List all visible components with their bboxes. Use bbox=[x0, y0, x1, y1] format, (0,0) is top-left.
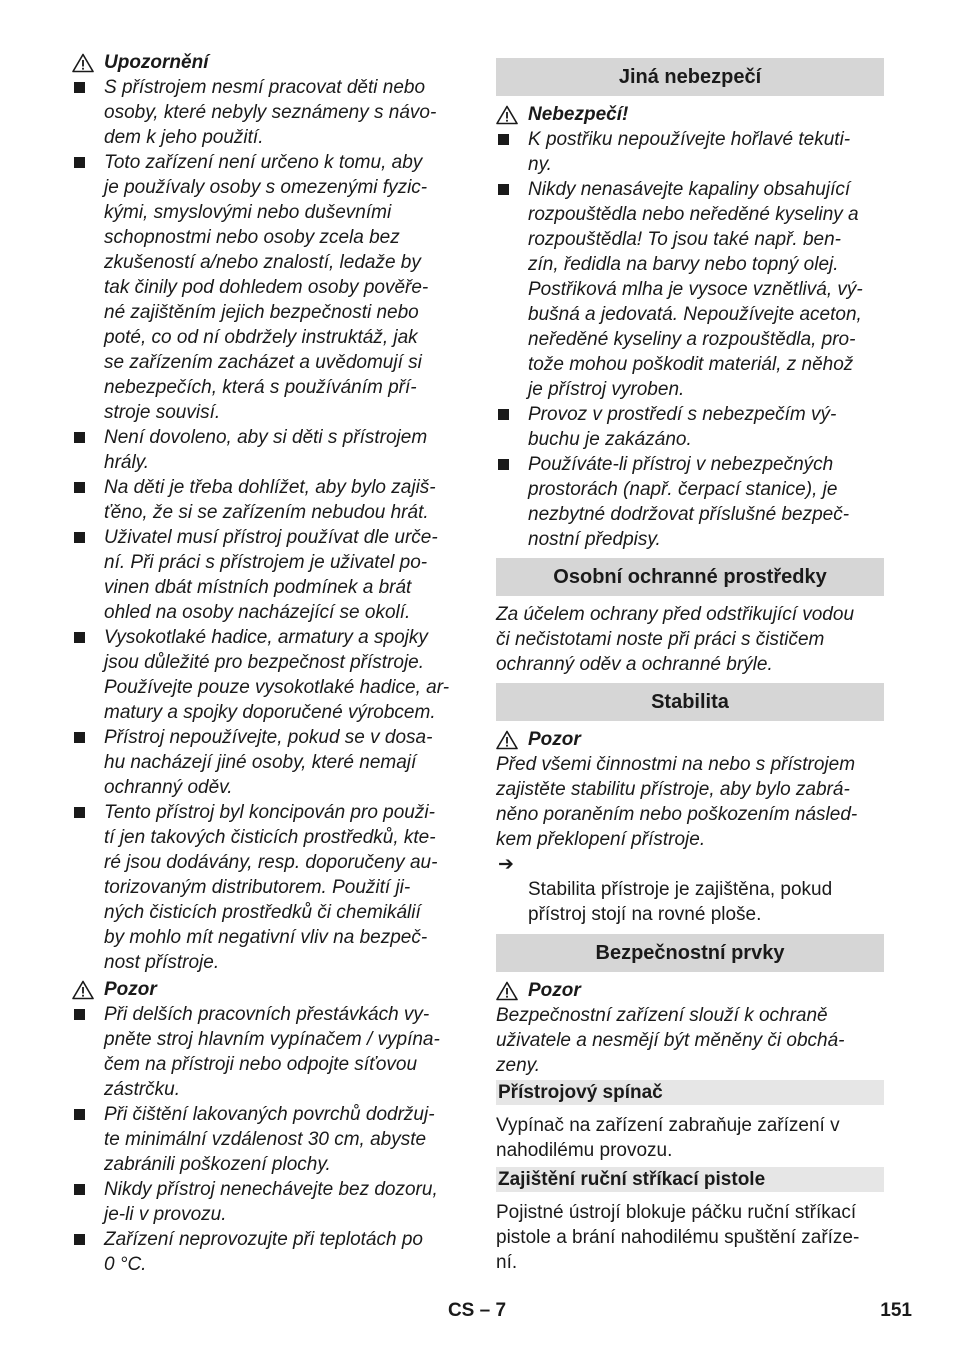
list-item: Při čištění lakovaných povrchů dodržuj- te minimální vzdálenost 30 cm, abyste zabránili poškození plochy. bbox=[72, 1102, 464, 1177]
warning-label: Upozornění bbox=[104, 52, 209, 73]
caution-heading bbox=[72, 977, 464, 1002]
list-item: Zařízení neprovozujte při teplotách po 0 °C. bbox=[72, 1227, 464, 1277]
danger-list bbox=[496, 127, 884, 552]
bullet-square-icon bbox=[74, 1234, 85, 1245]
list-item: Není dovoleno, aby si děti s přístrojem hrály. bbox=[72, 425, 464, 475]
left-column bbox=[72, 50, 464, 1277]
bullet-square-icon bbox=[74, 82, 85, 93]
stability-caution-label: Pozor bbox=[528, 729, 581, 750]
safety-caution-label: Pozor bbox=[528, 980, 581, 1001]
list-item: Nikdy přístroj nenechávejte bez dozoru, je-li v provozu. bbox=[72, 1177, 464, 1227]
bullet-square-icon bbox=[74, 532, 85, 543]
list-item: Toto zařízení není určeno k tomu, aby je používaly osoby s omezenými fyzic- kými, smyslovými nebo duševními schopnostmi nebo osoby zcela bez zkušeností a/nebo znalostí, ledaže by tak činily pod dohledem osoby pověře- né zajištěním jejich bezpečnosti nebo poté, co od ní obdržely instruktáž, jak se zařízením zacházet a uvědomují si nebezpečích, která s používáním pří- stroje souvisí. bbox=[72, 150, 464, 425]
section-heading-safety-devices: Bezpečnostní prvky bbox=[496, 934, 884, 972]
list-item: Vysokotlaké hadice, armatury a spojky jsou důležité pro bezpečnost přístroje. Používejte pouze vysokotlaké hadice, ar- matury a spojky doporučené výrobcem. bbox=[72, 625, 464, 725]
list-item: Při delších pracovních přestávkách vy- pněte stroj hlavním vypínačem / vypína- čem na přístroji nebo odpojte síťovou zástrčku. bbox=[72, 1002, 464, 1102]
spray-gun-lock-text: Pojistné ústrojí blokuje páčku ruční stříkací pistole a brání nahodilému spuštění zaříze- ní. bbox=[496, 1202, 860, 1273]
bullet-square-icon bbox=[498, 459, 509, 470]
bullet-square-icon bbox=[74, 732, 85, 743]
bullet-square-icon bbox=[74, 1109, 85, 1120]
stability-caution-heading bbox=[496, 727, 884, 752]
bullet-square-icon bbox=[74, 1184, 85, 1195]
safety-caution-heading bbox=[496, 978, 884, 1003]
bullet-square-icon bbox=[498, 134, 509, 145]
caution-list bbox=[72, 1002, 464, 1277]
page-number: 151 bbox=[880, 1300, 912, 1321]
list-item: K postřiku nepoužívejte hořlavé tekuti- ny. bbox=[496, 127, 884, 177]
arrow-right-icon: ➔ bbox=[498, 854, 514, 875]
bullet-square-icon bbox=[498, 409, 509, 420]
right-column bbox=[496, 58, 884, 1275]
bullet-square-icon bbox=[74, 807, 85, 818]
stability-text: Před všemi činnostmi na nebo s přístrojem zajistěte stabilitu přístroje, aby bylo zabrá- něno poraněním nebo poškozením násled- kem překlopení přístroje. bbox=[496, 754, 858, 850]
danger-label: Nebezpečí! bbox=[528, 104, 629, 125]
bullet-square-icon bbox=[74, 432, 85, 443]
list-item: Tento přístroj byl koncipován pro použi- tí jen takových čisticích prostředků, kte- ré jsou dodávány, resp. doporučeny au- torizovaným distributorem. Použití ji- ných čisticích prostředků či chemikálií by mohlo mít negativní vliv na bezpeč- nost přístroje. bbox=[72, 800, 464, 975]
warning-heading bbox=[72, 50, 464, 75]
list-item: S přístrojem nesmí pracovat děti nebo osoby, které nebyly seznámeny s návo- dem k jeho použití. bbox=[72, 75, 464, 150]
section-heading-other-hazards: Jiná nebezpečí bbox=[496, 58, 884, 96]
warning-triangle-icon bbox=[72, 980, 94, 1000]
warning-triangle-icon bbox=[496, 730, 518, 750]
warning-triangle-icon bbox=[72, 53, 94, 73]
bullet-square-icon bbox=[74, 482, 85, 493]
warning-triangle-icon bbox=[496, 981, 518, 1001]
list-item: Uživatel musí přístroj používat dle urče- ní. Při práci s přístrojem je uživatel po- vinen dbát místních podmínek a brát ohled na osoby nacházející se okolí. bbox=[72, 525, 464, 625]
list-item: Na děti je třeba dohlížet, aby bylo zajiš- ťěno, že si se zařízením nebudou hrát. bbox=[72, 475, 464, 525]
list-item: Provoz v prostředí s nebezpečím vý- buchu je zakázáno. bbox=[496, 402, 884, 452]
bullet-square-icon bbox=[74, 632, 85, 643]
device-switch-text: Vypínač na zařízení zabraňuje zařízení v nahodilému provozu. bbox=[496, 1115, 840, 1161]
bullet-square-icon bbox=[498, 184, 509, 195]
subheading-device-switch: Přístrojový spínač bbox=[496, 1080, 884, 1105]
warning-list bbox=[72, 75, 464, 975]
list-item: Nikdy nenasávejte kapaliny obsahující rozpouštědla nebo neředěné kyseliny a rozpouštědla! To jsou také např. ben- zín, ředidla na barvy nebo topný olej. Postřiková mlha je vysoce vznětlivá, vý- bušná a jedovatá. Nepoužívejte aceton, neředěné kyseliny a rozpouštědla, pro- tože mohou poškodit materiál, z něhož je přístroj vyroben. bbox=[496, 177, 884, 402]
subheading-spray-gun-lock: Zajištění ruční stříkací pistole bbox=[496, 1167, 884, 1192]
safety-devices-text: Bezpečnostní zařízení slouží k ochraně uživatele a nesmějí být měněny či obchá- zeny. bbox=[496, 1005, 845, 1076]
section-heading-stability: Stabilita bbox=[496, 683, 884, 721]
warning-triangle-icon bbox=[496, 105, 518, 125]
danger-heading bbox=[496, 102, 884, 127]
bullet-square-icon bbox=[74, 157, 85, 168]
list-item: Používáte-li přístroj v nebezpečných prostorách (např. čerpací stanice), je nezbytné dodržovat příslušné bezpeč- nostní předpisy. bbox=[496, 452, 884, 552]
section-heading-protective-equipment: Osobní ochranné prostředky bbox=[496, 558, 884, 596]
stability-result: ➔ Stabilita přístroje je zajištěna, pokud přístroj stojí na rovné ploše. bbox=[498, 854, 833, 925]
list-item: Přístroj nepoužívejte, pokud se v dosa- hu nacházejí jiné osoby, které nemají ochranný oděv. bbox=[72, 725, 464, 800]
caution-label: Pozor bbox=[104, 979, 157, 1000]
footer-section-label: CS – 7 bbox=[447, 1300, 507, 1321]
bullet-square-icon bbox=[74, 1009, 85, 1020]
protective-equipment-text: Za účelem ochrany před odstřikující vodou či nečistotami noste při práci s čističem ochranný oděv a ochranné brýle. bbox=[496, 604, 855, 675]
